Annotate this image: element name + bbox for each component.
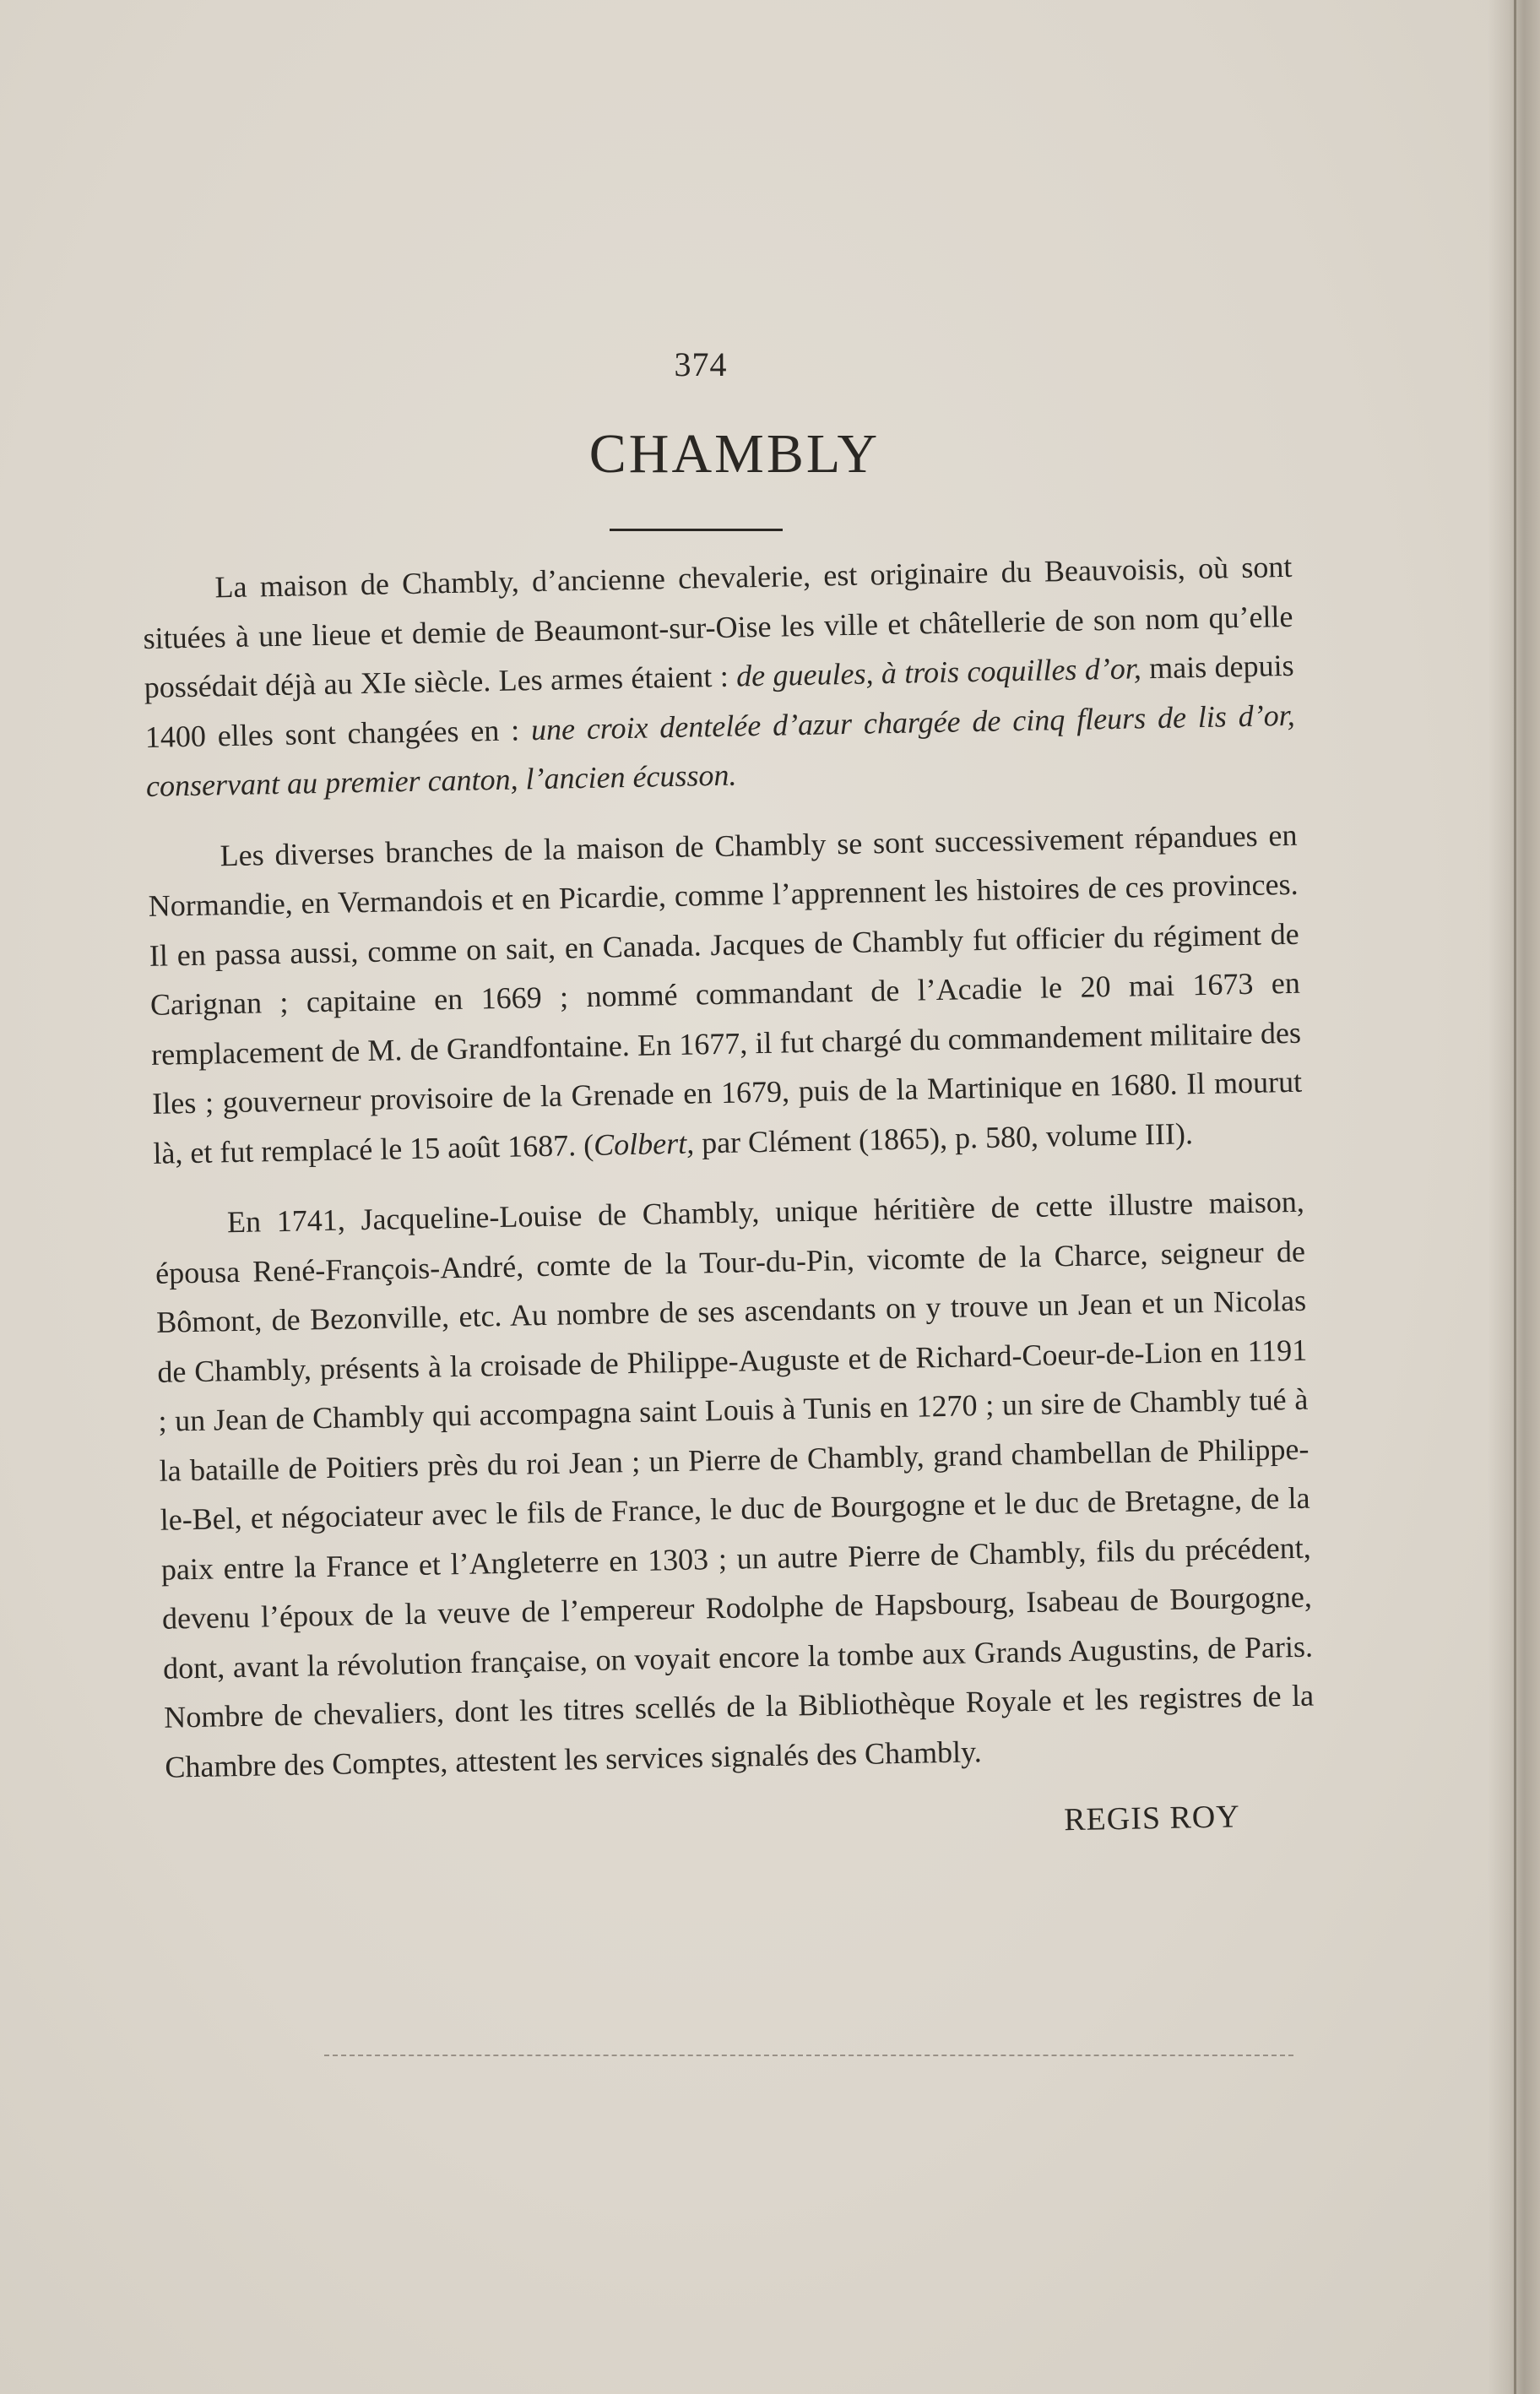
page-edge-line bbox=[1514, 0, 1516, 2394]
text-run: par Clément (1865), p. 580, volume III). bbox=[693, 1116, 1194, 1160]
article-title: CHAMBLY bbox=[588, 423, 881, 485]
page-number: 374 bbox=[674, 345, 728, 383]
article-body bbox=[142, 542, 1316, 1862]
text-run: Les diverses branches de la maison de Chambly se sont successivement répandues en Normandie, en Vermandois et en Picardie, comme l’apprennent les histoires de ces provinces. Il en passa aussi, comme on sait, en Canada. Jacques de Chambly fut officier du régiment de Carignan ; capitaine en 1669 ; nommé commandant de l’Acadie le 20 mai 1673 en remplacement de M. de Grandfontaine. En 1677, il fut chargé du commandement militaire des Iles ; gouverneur provisoire de la Grenade en 1679, puis de la Martinique en 1680. Il mourut là, et fut remplacé le 15 août 1687. ( bbox=[148, 817, 1303, 1170]
paragraph-2 bbox=[147, 810, 1304, 1178]
text-run-italic: Colbert, bbox=[593, 1126, 695, 1162]
bottom-dashed-rule bbox=[324, 2055, 1293, 2056]
text-run: La maison de Chambly, d’ancienne chevalerie, est originaire du Beauvoisis, où sont situées à une lieue et demie de Beaumont-sur-Oise les ville et châtellerie de son nom qu’elle possédait déjà au XIe siècle. Les armes étaient : bbox=[143, 549, 1293, 704]
text-run: En 1741, Jacqueline-Louise de Chambly, unique héritière de cette illustre maison, épousa René-François-André, comte de la Tour-du-Pin, vicomte de la Charce, seigneur de Bômont, de Bezonville, etc. Au nombre de ses ascendants on y trouve un Jean et un Nicolas de Chambly, présents à la croisade de Philippe-Auguste et de Richard-Coeur-de-Lion en 1191 ; un Jean de Chambly qui accompagna saint Louis à Tunis en 1270 ; un sire de Chambly tué à la bataille de Poitiers près du roi Jean ; un Pierre de Chambly, grand chambellan de Philippe-le-Bel, et négociateur avec le fils de France, le duc de Bourgogne et le duc de Bretagne, de la paix entre la France et l’Angleterre en 1303 ; un autre Pierre de Chambly, fils du précédent, devenu l’époux de la veuve de l’empereur Rodolphe de Hapsbourg, Isabeau de Bourgogne, dont, avant la révolution française, on voyait encore la tombe aux Grands Augustins, de Paris. Nombre de chevaliers, dont les titres scellés de la Bibliothèque Royale et les registres de la Chambre des Comptes, attestent les services signalés des Chambly. bbox=[155, 1184, 1315, 1784]
title-divider bbox=[610, 529, 783, 531]
author-signature: REGIS ROY bbox=[1063, 1799, 1241, 1838]
paragraph-1 bbox=[142, 542, 1296, 812]
text-run-italic: une croix dentelée d’azur chargée de cinq fleurs de lis d’or, conservant au premier canton, l’ancien écusson. bbox=[145, 698, 1296, 803]
text-run-italic: de gueules, à trois coquilles d’or, bbox=[735, 651, 1142, 693]
text-run: mais depuis 1400 elles sont changées en : bbox=[144, 648, 1294, 754]
paragraph-3 bbox=[154, 1177, 1315, 1792]
